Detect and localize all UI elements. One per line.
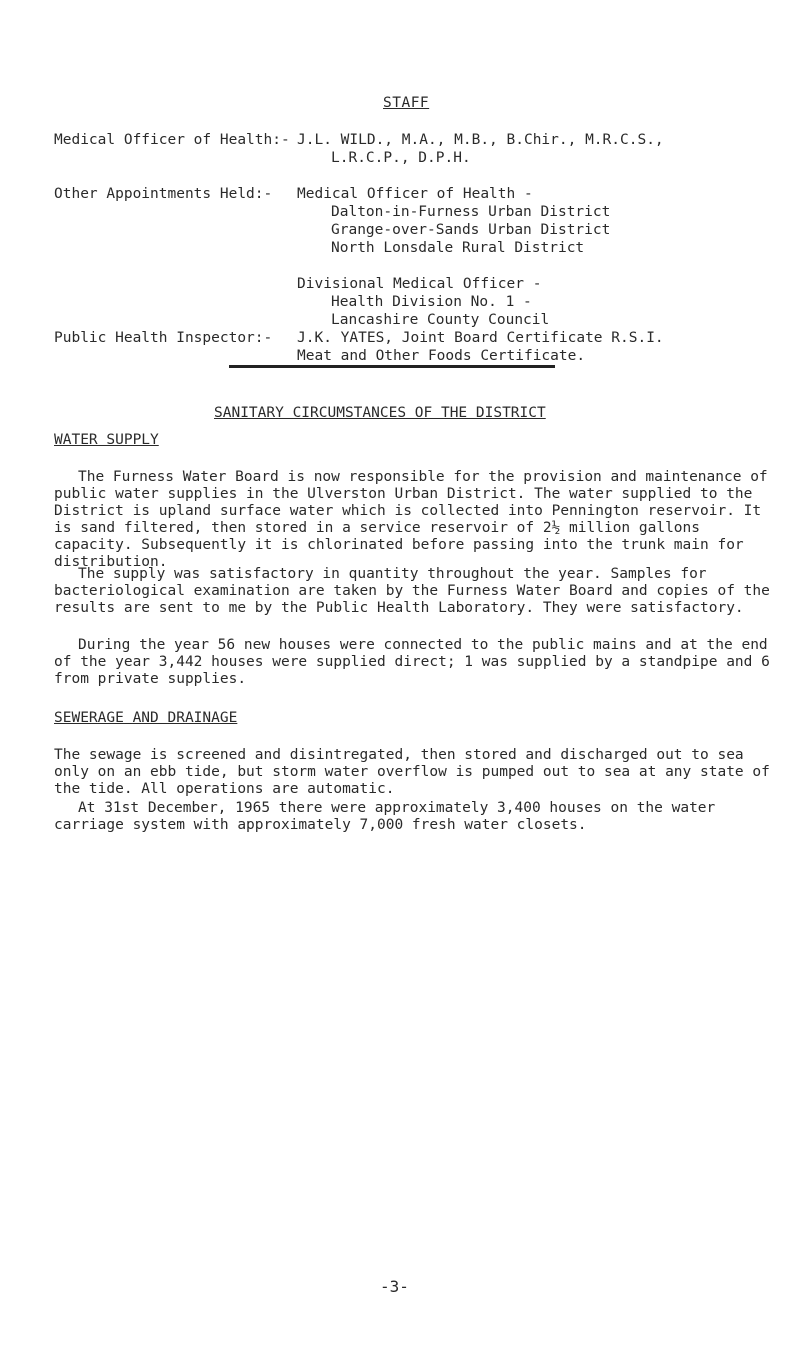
district-item: North Lonsdale Rural District (331, 240, 585, 256)
other-appointments-title: Medical Officer of Health - (297, 186, 533, 202)
divisional-title: Divisional Medical Officer - (297, 276, 542, 292)
phi-line1: J.K. YATES, Joint Board Certificate R.S.I. (297, 330, 664, 346)
water-paragraph-3: During the year 56 new houses were connected to the public mains and at the end of the year 3,442 houses were supplied direct; 1 was supplied by a standpipe and 6 from private supplies. (54, 637, 770, 687)
district-item: Dalton-in-Furness Urban District (331, 204, 611, 220)
page-number: -3- (380, 1277, 409, 1296)
divisional-line: Health Division No. 1 - (331, 294, 532, 310)
divisional-line: Lancashire County Council (331, 312, 550, 328)
sanitary-heading: SANITARY CIRCUMSTANCES OF THE DISTRICT (214, 405, 546, 421)
staff-heading: STAFF (383, 95, 430, 111)
section-divider (229, 365, 555, 368)
moh-name-line2: L.R.C.P., D.P.H. (331, 150, 471, 166)
sewerage-paragraph-1: The sewage is screened and disintregated, then stored and discharged out to sea only on an ebb tide, but storm water overflow is pumped out to sea at any state of the tide. All operations are automatic. (54, 747, 770, 797)
water-paragraph-2: The supply was satisfactory in quantity throughout the year. Samples for bacteriological examination are taken by the Furness Water Board and copies of the results are sent to me by the Public Health Laboratory. They were satisfactory. (54, 566, 770, 616)
phi-line2: Meat and Other Foods Certificate. (297, 348, 586, 364)
sewerage-heading: SEWERAGE AND DRAINAGE (54, 710, 238, 726)
moh-label: Medical Officer of Health:- (54, 132, 290, 148)
sewerage-paragraph-2: At 31st December, 1965 there were approximately 3,400 houses on the water carriage system with approximately 7,000 fresh water closets. (54, 800, 716, 833)
phi-label: Public Health Inspector:- (54, 330, 273, 346)
other-appointments-label: Other Appointments Held:- (54, 186, 273, 202)
water-supply-heading: WATER SUPPLY (54, 432, 159, 448)
water-paragraph-1: The Furness Water Board is now responsible for the provision and maintenance of public water supplies in the Ulverston Urban District. The water supplied to the District is upland surface water which is collected into Pennington reservoir. It is sand filtered, then stored in a service reservoir of 2½ million gallons capacity. Subsequently it is chlorinated before passing into the trunk main for distribution. (54, 469, 768, 570)
moh-name-line1: J.L. WILD., M.A., M.B., B.Chir., M.R.C.S., (297, 132, 664, 148)
district-item: Grange-over-Sands Urban District (331, 222, 611, 238)
